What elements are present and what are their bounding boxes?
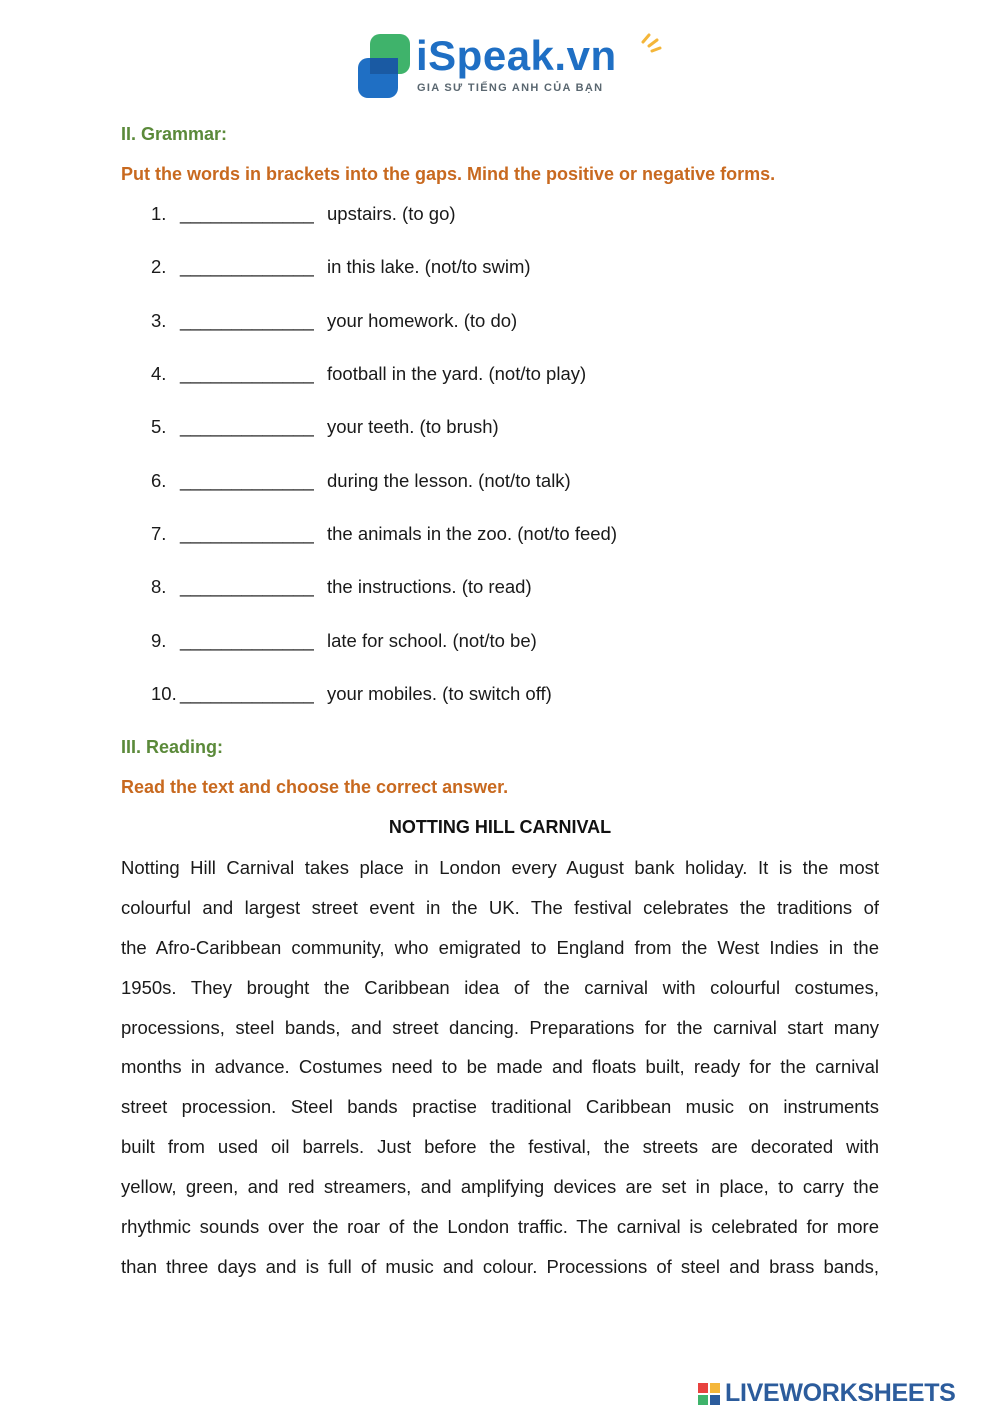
- logo-wordmark: iSpeak.vn: [416, 32, 617, 79]
- passage-line: the Afro-Caribbean community, who emigrated to England from the West Indies in the: [121, 936, 879, 958]
- ispeak-logo: [356, 30, 666, 102]
- passage-line: months in advance. Costumes need to be made and floats built, ready for the carnival: [121, 1056, 879, 1078]
- question-text: football in the yard. (not/to play): [327, 363, 587, 384]
- answer-blank[interactable]: _____________: [180, 576, 314, 597]
- liveworksheets-brand[interactable]: [697, 1378, 997, 1408]
- passage-line: colourful and largest street event in the UK. The festival celebrates the traditions of: [121, 896, 879, 918]
- question-number: 4.: [151, 363, 167, 384]
- answer-blank[interactable]: _____________: [180, 310, 314, 331]
- passage-line: rhythmic sounds over the roar of the London traffic. The carnival is celebrated for more: [121, 1216, 879, 1238]
- passage-line: built from used oil barrels. Just before the festival, the streets are decorated with: [121, 1136, 879, 1158]
- answer-blank[interactable]: _____________: [180, 416, 314, 437]
- answer-blank[interactable]: _____________: [180, 363, 314, 384]
- question-number: 10.: [151, 683, 177, 704]
- question-number: 1.: [151, 203, 167, 224]
- question-text: your mobiles. (to switch off): [327, 683, 552, 704]
- question-text: the instructions. (to read): [327, 576, 532, 597]
- question-text: the animals in the zoo. (not/to feed): [327, 523, 618, 544]
- answer-blank[interactable]: _____________: [180, 203, 314, 224]
- passage-line: street procession. Steel bands practise traditional Caribbean music on instruments: [121, 1096, 879, 1118]
- question-text: late for school. (not/to be): [327, 630, 537, 651]
- grammar-heading: II. Grammar:: [121, 124, 228, 144]
- reading-heading: III. Reading:: [121, 737, 224, 757]
- reading-title: NOTTING HILL CARNIVAL: [388, 817, 612, 837]
- question-number: 3.: [151, 310, 167, 331]
- question-number: 2.: [151, 256, 167, 277]
- question-text: upstairs. (to go): [327, 203, 456, 224]
- liveworksheets-icon: [697, 1382, 721, 1406]
- passage-line: processions, steel bands, and street dancing. Preparations for the carnival start many: [121, 1016, 879, 1038]
- answer-blank[interactable]: _____________: [180, 630, 314, 651]
- reading-passage: [121, 855, 879, 1294]
- answer-blank[interactable]: _____________: [180, 523, 314, 544]
- reading-instruction: Read the text and choose the correct answer.: [121, 777, 509, 797]
- passage-line: than three days and is full of music and colour. Processions of steel and brass bands,: [121, 1255, 879, 1277]
- question-number: 5.: [151, 416, 167, 437]
- sparkle-icon: [639, 30, 663, 54]
- question-number: 9.: [151, 630, 167, 651]
- question-number: 6.: [151, 470, 167, 491]
- question-text: in this lake. (not/to swim): [327, 256, 531, 277]
- question-number: 8.: [151, 576, 167, 597]
- passage-line: Notting Hill Carnival takes place in London every August bank holiday. It is the most: [121, 857, 879, 878]
- answer-blank[interactable]: _____________: [180, 683, 314, 704]
- logo-tagline: GIA SƯ TIẾNG ANH CỦA BẠN: [417, 82, 604, 94]
- grammar-instruction: Put the words in brackets into the gaps. Mind the positive or negative forms.: [121, 164, 776, 184]
- ispeak-logo-icon: [356, 32, 414, 100]
- passage-line: yellow, green, and red streamers, and amplifying devices are set in place, to carry the: [121, 1176, 879, 1198]
- answer-blank[interactable]: _____________: [180, 470, 314, 491]
- question-text: your teeth. (to brush): [327, 416, 499, 437]
- question-text: during the lesson. (not/to talk): [327, 470, 571, 491]
- question-text: your homework. (to do): [327, 310, 518, 331]
- passage-line: 1950s. They brought the Caribbean idea of the carnival with colourful costumes,: [121, 976, 879, 998]
- answer-blank[interactable]: _____________: [180, 256, 314, 277]
- liveworksheets-wordmark: LIVEWORKSHEETS: [725, 1379, 956, 1407]
- question-number: 7.: [151, 523, 167, 544]
